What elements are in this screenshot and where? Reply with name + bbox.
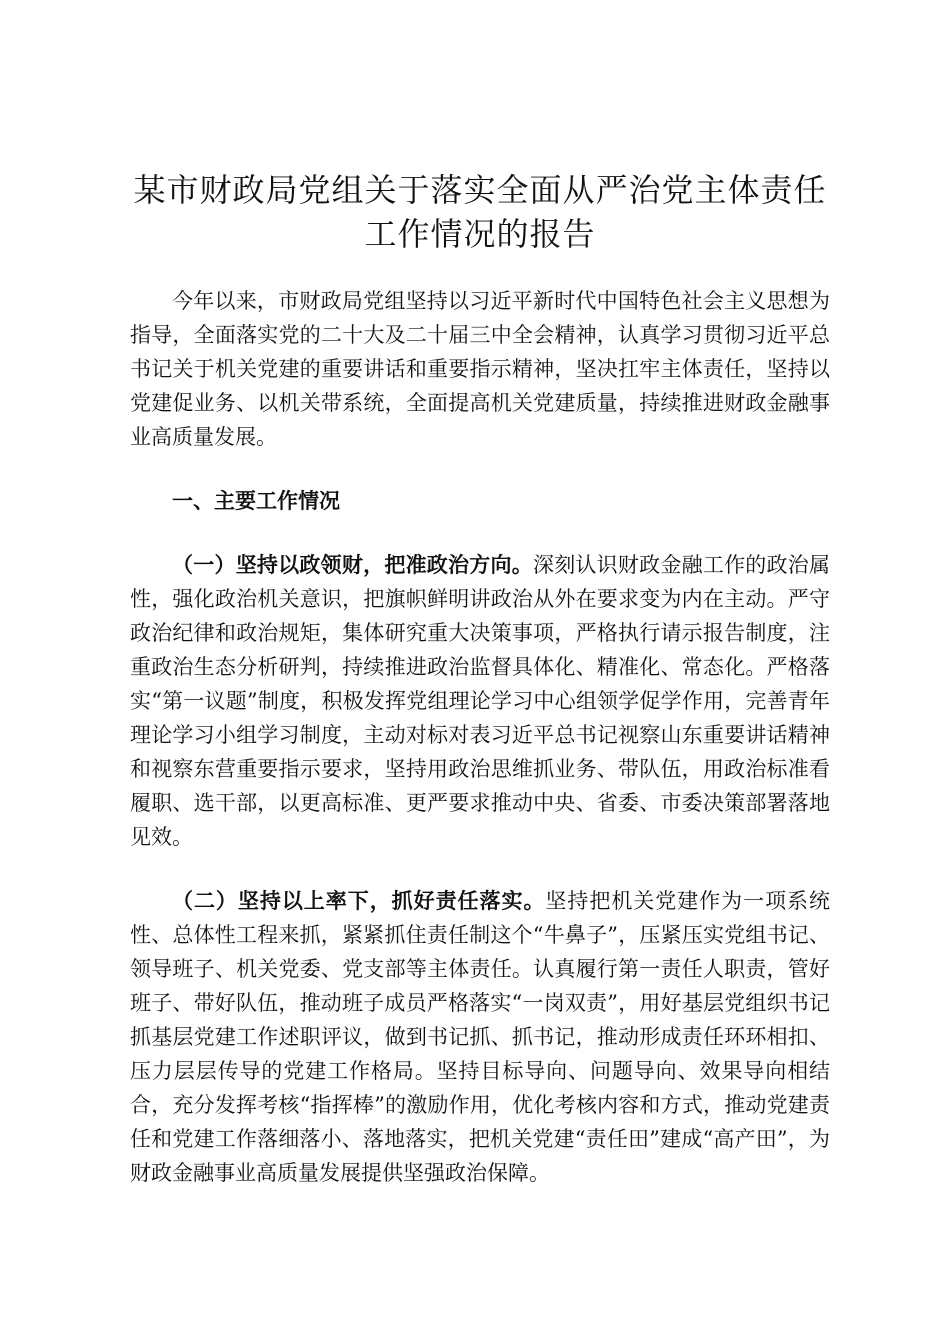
- subsection-paragraph-2: [130, 884, 830, 1190]
- document-page: [130, 168, 830, 1190]
- subsection-body-2: 坚持把机关党建作为一项系统性、总体性工程来抓，紧紧抓住责任制这个“牛鼻子”，压紧压实党组书记、领导班子、机关党委、党支部等主体责任。认真履行第一责任人职责，管好班子、带好队伍，推动班子成员严格落实“一岗双责”，用好基层党组织书记抓基层党建工作述职评议，做到书记抓、抓书记，推动形成责任环环相扣、压力层层传导的党建工作格局。坚持目标导向、问题导向、效果导向相结合，充分发挥考核“指挥棒”的激励作用，优化考核内容和方式，推动党建责任和党建工作落细落小、落地落实，把机关党建“责任田”建成“高产田”，为财政金融事业高质量发展提供坚强政治保障。: [130, 889, 831, 1185]
- subsection-lead-1: （一）坚持以政领财，把准政治方向。: [172, 553, 533, 577]
- subsection-paragraph-1: [130, 548, 830, 854]
- document-title: 某市财政局党组关于落实全面从严治党主体责任工作情况的报告: [133, 171, 827, 253]
- section-heading: 一、主要工作情况: [172, 489, 340, 513]
- subsection-body-1: 深刻认识财政金融工作的政治属性，强化政治机关意识，把旗帜鲜明讲政治从外在要求变为内在主动。严守政治纪律和政治规矩，集体研究重大决策事项，严格执行请示报告制度，注重政治生态分析研判，持续推进政治监督具体化、精准化、常态化。严格落实“第一议题”制度，积极发挥党组理论学习中心组领学促学作用，完善青年理论学习小组学习制度，主动对标对表习近平总书记视察山东重要讲话精神和视察东营重要指示要求，坚持用政治思维抓业务、带队伍，用政治标准看履职、选干部，以更高标准、更严要求推动中央、省委、市委决策部署落地见效。: [130, 553, 831, 849]
- intro-paragraph: 今年以来，市财政局党组坚持以习近平新时代中国特色社会主义思想为指导，全面落实党的二十大及二十届三中全会精神，认真学习贯彻习近平总书记关于机关党建的重要讲话和重要指示精神，坚决扛牢主体责任，坚持以党建促业务、以机关带系统，全面提高机关党建质量，持续推进财政金融事业高质量发展。: [130, 289, 830, 449]
- subsection-lead-2: （二）坚持以上率下，抓好责任落实。: [172, 889, 546, 913]
